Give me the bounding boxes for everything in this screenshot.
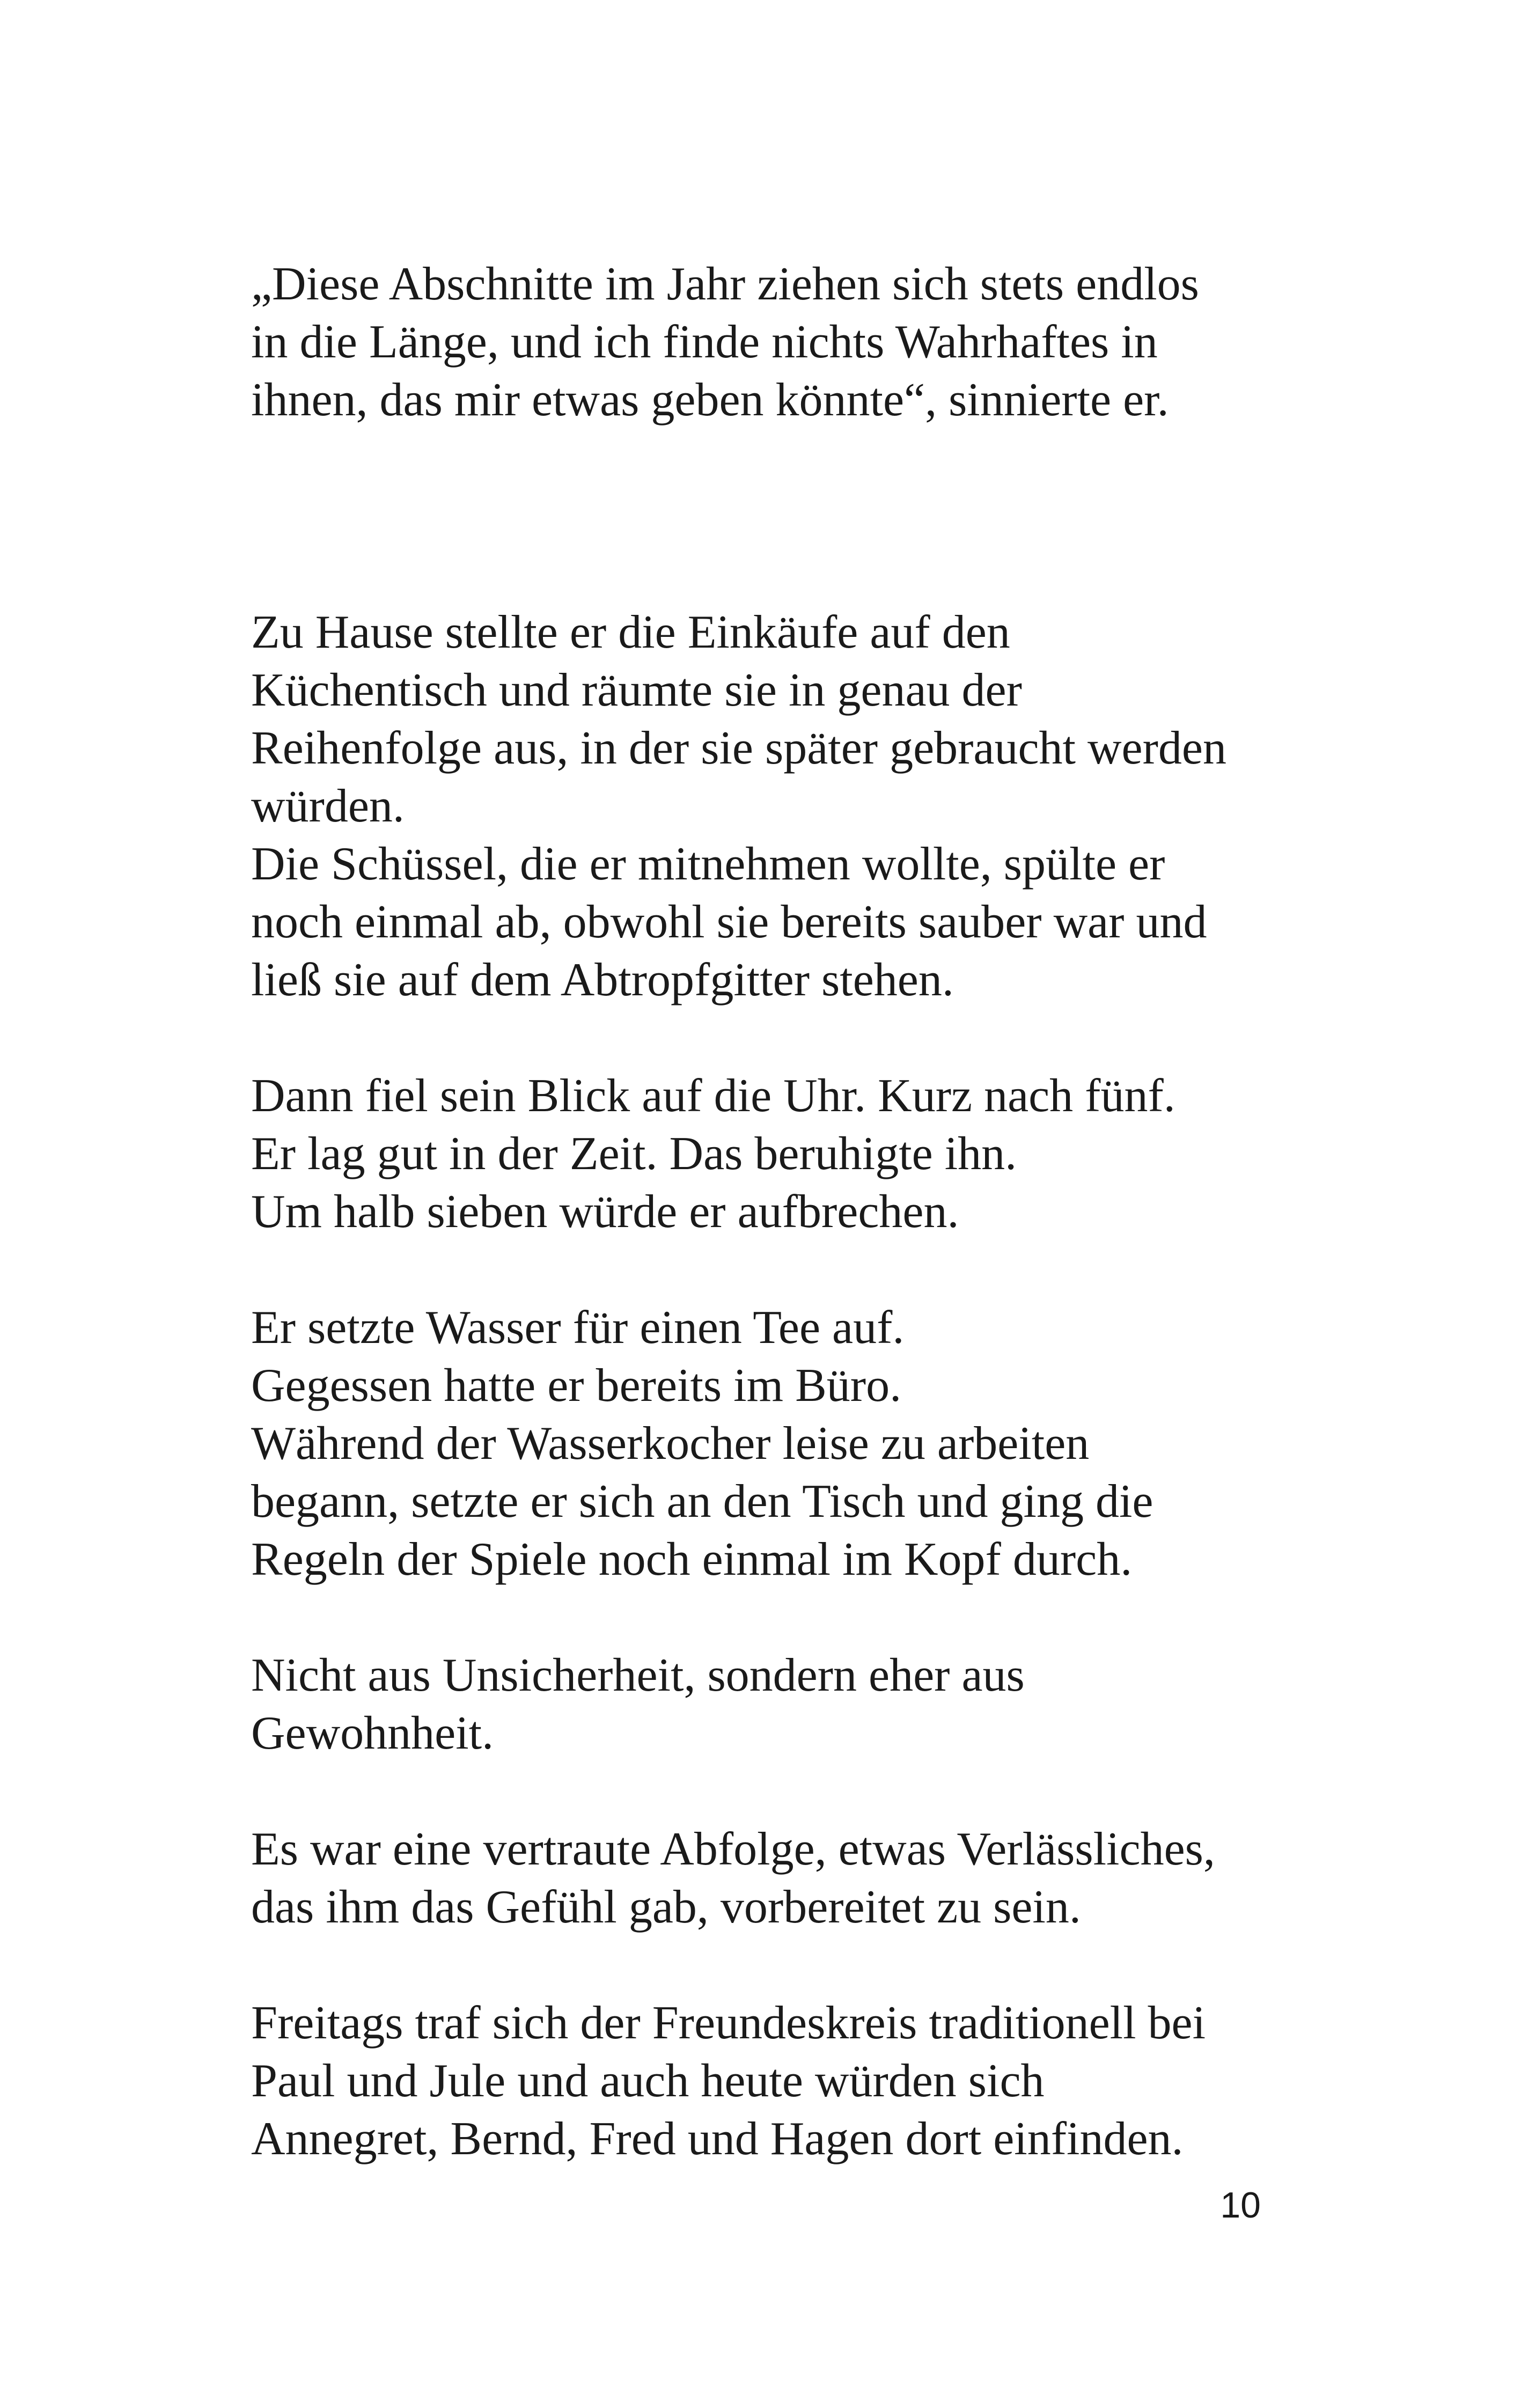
paragraph-spacer [251,1936,1324,1994]
paragraph-spacer [251,1241,1324,1299]
paragraph-spacer [251,429,1324,604]
body-text [251,255,1324,2168]
paragraph-spacer [251,1009,1324,1067]
paragraph-4: Er setzte Wasser für einen Tee auf. Gegessen hatte er bereits im Büro. Während der Wasserkocher leise zu arbeiten begann, setzte er sich an den Tisch und ging die Regeln der Spiele noch einmal im Kopf durch. [251,1302,1153,1585]
paragraph-7: Freitags traf sich der Freundeskreis traditionell bei Paul und Jule und auch heute würden sich Annegret, Bernd, Fred und Hagen dort einfinden. [251,1997,1206,2165]
paragraph-5: Nicht aus Unsicherheit, sondern eher aus Gewohnheit. [251,1649,1025,1759]
paragraph-2: Zu Hause stellte er die Einkäufe auf den Küchentisch und räumte sie in genau der Reihenfolge aus, in der sie später gebraucht werden würden. Die Schüssel, die er mitnehmen wollte, spülte er noch einmal ab, obwohl sie bereits sauber war und ließ sie auf dem Abtropfgitter stehen. [251,606,1226,1006]
paragraph-spacer [251,1763,1324,1820]
paragraph-3: Dann fiel sein Blick auf die Uhr. Kurz nach fünf. Er lag gut in der Zeit. Das beruhigte ihn. Um halb sieben würde er aufbrechen. [251,1070,1175,1238]
page-number: 10 [1220,2185,1261,2226]
paragraph-spacer [251,1589,1324,1647]
paragraph-6: Es war eine vertraute Abfolge, etwas Verlässliches, das ihm das Gefühl gab, vorbereitet zu sein. [251,1823,1215,1933]
paragraph-1: „Diese Abschnitte im Jahr ziehen sich stets endlos in die Länge, und ich finde nichts Wahrhaftes in ihnen, das mir etwas geben könnte“, sinnierte er. [251,258,1199,426]
